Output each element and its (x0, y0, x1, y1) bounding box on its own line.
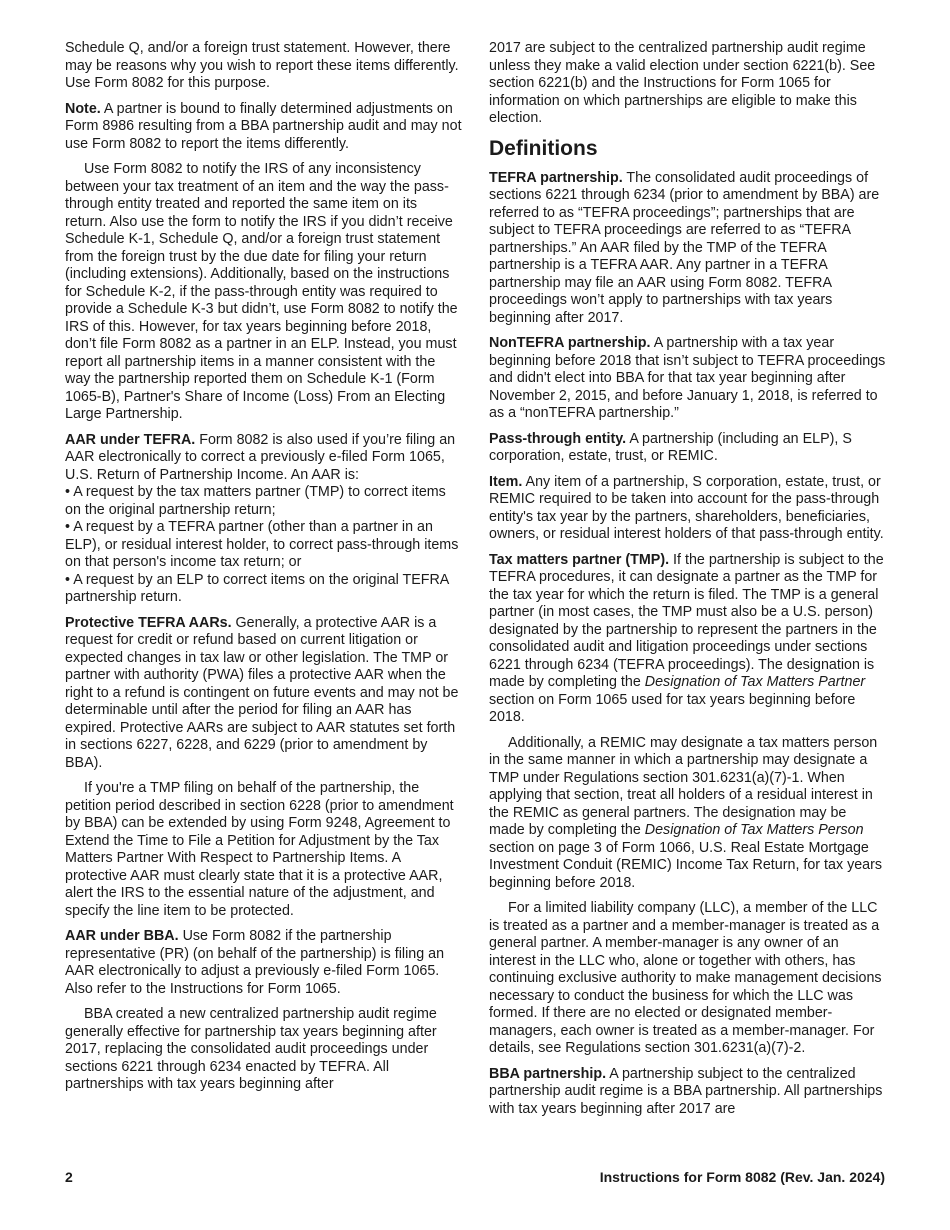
inconsistency-paragraph: Use Form 8082 to notify the IRS of any inconsistency between your tax treatment of an item and the way the pass-through entity treated and reported the same item on its return. Also use the form to notify the IRS if you didn’t receive Schedule K-1, Schedule Q, and/or a foreign trust statement from the foreign trust by the due date for filing your return (including extensions). Additionally, based on the instructions for Schedule K-2, if the pass-through entity was required to provide a Schedule K-3 but didn’t, use Form 8082 to notify the IRS of this. However, for tax years beginning before 2018, don’t file Form 8082 as a partner in an ELP. Instead, you must report all partnership items in a manner consistent with the way the partnership reported them on Schedule K-1 (Form 1065-B), Partner's Share of Income (Loss) From an Electing Large Partnership. (65, 161, 458, 422)
aar-tefra-heading: AAR under TEFRA. (65, 431, 196, 448)
bba-partnership-definition: BBA partnership. A partnership subject to the centralized partnership audit regime is a BBA partnership. All partnerships with tax years beginning after 2017 are (489, 1065, 883, 1117)
aar-tefra-paragraph: AAR under TEFRA. Form 8082 is also used if you’re filing an AAR electronically to correct a previously e-filed Form 1065, U.S. Return of Partnership Income. An AAR is: (65, 431, 456, 483)
page-number: 2 (65, 1169, 73, 1185)
footer-form-title: Instructions for Form 8082 (Rev. Jan. 2024) (599, 1169, 885, 1185)
left-column (65, 40, 462, 1102)
bullet-item: • A request by a TEFRA partner (other than a partner in an ELP), or residual interest holder, to correct pass-through items on that person's income tax return; or (65, 519, 459, 570)
tefra-partnership-definition: TEFRA partnership. The consolidated audit proceedings of sections 6221 through 6234 (prior to amendment by BBA) are referred to as “TEFRA proceedings”; partnerships that are subject to TEFRA proceedings are referred to as “TEFRA partnerships.” An AAR filed by the TMP of the TEFRA partnership is a TEFRA AAR. Any partner in a TEFRA partnership may file an AAR using Form 8082. TEFRA proceedings won’t apply to partnerships with tax years beginning after 2017. (489, 169, 880, 326)
note-paragraph: Note. A partner is bound to finally determined adjustments on Form 8986 resulting from a BBA partnership audit and may not use Form 8082 to report the items differently. (65, 100, 462, 152)
definition-term: Item. (489, 473, 523, 490)
pass-through-entity-definition: Pass-through entity. A partnership (including an ELP), S corporation, estate, trust, or REMIC. (489, 430, 852, 464)
definition-term: NonTEFRA partnership. (489, 335, 651, 351)
election-paragraph: 2017 are subject to the centralized partnership audit regime unless they make a valid election under section 6221(b). See section 6221(b) and the Instructions for Form 1065 for information on which partnerships are eligible to make this election. (489, 40, 876, 126)
note-heading: Note. (65, 100, 101, 117)
bba-regime-paragraph: BBA created a new centralized partnership audit regime generally effective for partnership tax years beginning after 2017, replacing the consolidated audit proceedings under sections 6221 through 6234 enacted by TEFRA. All partnerships with tax years beginning after (65, 1006, 437, 1092)
intro-paragraph: Schedule Q, and/or a foreign trust statement. However, there may be reasons why you wish to report these items differently. Use Form 8082 for this purpose. (65, 40, 459, 91)
tmp-definition: Tax matters partner (TMP). If the partnership is subject to the TEFRA procedures, it can designate a partner as the TMP for the tax year for which the return is filed. The TMP is a general partner (in most cases, the TMP must also be a U.S. person) designated by the partnership to represent the partners in the consolidated audit and litigation proceedings under sections 6221 through 6234 (TEFRA proceedings). The designation is made by completing the Designation of Tax Matters Partner section on Form 1065 used for tax years beginning before 2018. (489, 551, 884, 725)
protective-aar-paragraph: Protective TEFRA AARs. Generally, a protective AAR is a request for credit or refund based on current litigation or expected changes in tax law or other legislation. The TMP or partner with authority (PWA) files a protective AAR when the right to a refund is contingent on future events and may not be determinable until after the period for filing an AAR has expired. Protective AARs are subject to AAR statutes set forth in sections 6227, 6228, and 6229 (prior to amendment by BBA). (65, 614, 459, 771)
definitions-heading: Definitions (489, 136, 598, 160)
bullet-item: • A request by an ELP to correct items on the original TEFRA partnership return. (65, 571, 449, 605)
aar-bba-paragraph: AAR under BBA. Use Form 8082 if the partnership representative (PR) (on behalf of the partnership) is filing an AAR electronically to adjust a previously e-filed Form 1065. Also refer to the Instructions for Form 1065. (65, 928, 445, 997)
protective-aar-heading: Protective TEFRA AARs. (65, 614, 232, 631)
remic-paragraph: Additionally, a REMIC may designate a tax matters person in the same manner in which a partnership may designate a TMP under Regulations section 301.6231(a)(7)-1. When applying that section, treat all holders of a residual interest in the REMIC as general partners. The designation may be made by completing the Designation of Tax Matters Person section on page 3 of Form 1066, U.S. Real Estate Mortgage Investment Conduit (REMIC) Income Tax Return, for tax years beginning before 2018. (489, 734, 883, 891)
page-footer (65, 1169, 885, 1187)
definition-term: Tax matters partner (TMP). (489, 551, 670, 568)
nontefra-partnership-definition: NonTEFRA partnership. A partnership with a tax year beginning before 2018 that isn’t subject to TEFRA proceedings and didn't elect into BBA for that tax year beginning after November 2, 2015, and before January 1, 2018, is referred to as a “nonTEFRA partnership.” (489, 335, 886, 421)
item-definition: Item. Any item of a partnership, S corporation, estate, trust, or REMIC required to be taken into account for the pass-through entity's tax year by the partners, shareholders, beneficiaries, owners, or residual interest holders of that pass-through entity. (489, 473, 884, 542)
definition-term: Pass-through entity. (489, 430, 627, 447)
definition-term: TEFRA partnership. (489, 169, 623, 186)
definition-term: BBA partnership. (489, 1065, 607, 1082)
right-column (489, 40, 886, 1126)
bullet-item: • A request by the tax matters partner (TMP) to correct items on the original partnership return; (65, 484, 446, 518)
tmp-petition-paragraph: If you're a TMP filing on behalf of the partnership, the petition period described in section 6228 (prior to amendment by BBA) can be extended by using Form 9248, Agreement to Extend the Time to File a Petition for Adjustment by the Tax Matters Partner With Respect to Partnership Items. A protective AAR must clearly state that it is a protective AAR, alert the IRS to the essential nature of the adjustment, and specify the line item to be protected. (65, 780, 454, 919)
llc-paragraph: For a limited liability company (LLC), a member of the LLC is treated as a partner and a member-manager is treated as a general partner. A member-manager is any owner of an interest in the LLC who, alone or together with others, has continuing exclusive authority to make management decisions necessary to conduct the business for which the LLC was formed. If there are no elected or designated member-managers, each owner is treated as a member-manager. For details, see Regulations section 301.6231(a)(7)-2. (489, 900, 882, 1056)
aar-bba-heading: AAR under BBA. (65, 928, 179, 944)
